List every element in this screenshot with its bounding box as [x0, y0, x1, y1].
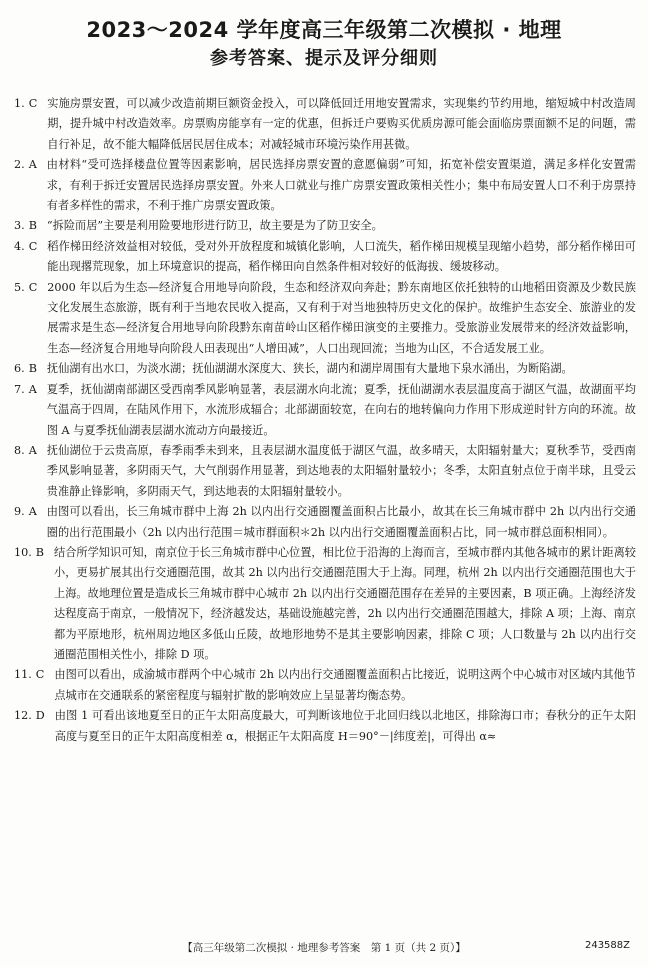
item-number: 2. [14, 158, 25, 172]
item-explanation: 由材料“受可选择楼盘位置等因素影响，居民选择房票安置的意愿偏弱”可知，拓宽补偿安置渠道，满足多样化安置需求，有利于拆迁安置居民选择房票安置。外来人口就业与推广房票安置政策相关性小；集中布局安置人口不利于房票持有者多样性的需求，不利于推广房票安置政策。 [46, 158, 636, 213]
item-explanation: 夏季，抚仙湖南部湖区受西南季风影响显著，表层湖水向北流；夏季，抚仙湖湖水表层温度高于湖区气温，故湖面平均气温高于四周，在陆风作用下，水流形成辐合；北部湖面较宽，在向右的地转偏向力作用下形成逆时针方向的环流。故图 A 与夏季抚仙湖表层湖水流动方向最接近。 [46, 382, 636, 437]
item-number: 10. [14, 545, 32, 559]
item-number: 12. [14, 709, 32, 723]
item-number: 7. [14, 382, 25, 396]
answer-item-11 [14, 665, 636, 706]
item-number: 11. [14, 668, 32, 682]
answer-item-10 [14, 543, 636, 665]
answer-list [14, 94, 636, 747]
page-subtitle: 参考答案、提示及评分细则 [210, 48, 438, 69]
item-explanation: 由图可以看出，成渝城市群两个中心城市 2h 以内出行交通圈覆盖面积占比接近，说明这两个中心城市对区域内其他节点城市在交通联系的紧密程度与辐射扩散的影响效应上呈显著均衡态势。 [54, 668, 636, 702]
page-footer [0, 940, 648, 958]
answer-item-6 [14, 359, 636, 379]
item-explanation: 2000 年以后为生态—经济复合用地导向阶段，生态和经济双向奔赴；黔东南地区依托独特的山地稻田资源及少数民族文化发展生态旅游，既有利于当地农民收入提高，又有利于对当地独特历史文化的保护。故维护生态安全、旅游业的发展需求是生态—经济复合用地导向阶段黔东南苗岭山区稻作梯田演变的主要推力。受旅游业发展带来的经济效益影响，生态—经济复合用地导向阶段人田表现出“人增田减”，人口出现回流；当地为山区，不合适发展工业。 [47, 280, 636, 355]
answer-item-5 [14, 278, 636, 360]
page-title: 2023～2024 学年度高三年级第二次模拟 · 地理 [86, 18, 562, 42]
item-number: 4. [14, 239, 25, 253]
item-answer: C [35, 668, 45, 682]
item-explanation: 结合所学知识可知，南京位于长三角城市群中心位置，相比位于沿海的上海而言，至城市群内其他各城市的累计距离较小，更易扩展其出行交通圈范围，故其 2h 以内出行交通圈范围大于上海。同理，杭州 2h 以内出行交通圈范围也大于上海。故地理位置是造成长三角城市群中心城市 2h 以内出行交通圈范围存在差异的主要因素，B 项正确。上海经济发达程度高于南京，一般情况下，经济越发达，基础设施越完善，2h 以内出行交通圈范围越大，排除 A 项；上海、南京都为平原地形，杭州周边地区多低山丘陵，故地形地势不是其主要影响因素，排除 C 项；人口数量与 2h 以内出行交通圈范围相关性小，排除 D 项。 [54, 545, 636, 661]
item-explanation: “拆险而居”主要是利用险要地形进行防卫，故主要是为了防卫安全。 [46, 219, 383, 233]
item-answer: A [28, 443, 37, 457]
item-number: 9. [14, 505, 25, 519]
item-number: 1. [14, 97, 25, 110]
answer-item-4 [14, 237, 636, 278]
answer-item-8 [14, 441, 636, 502]
item-explanation: 抚仙湖有出水口，为淡水湖；抚仙湖湖水深度大、狭长，湖内和湖岸周围有大量地下泉水涌出，为断陷湖。 [46, 362, 573, 376]
item-answer: C [28, 97, 38, 110]
item-explanation: 由图可以看出，长三角城市群中上海 2h 以内出行交通圈覆盖面积占比最小，故其在长三角城市群中 2h 以内出行交通圈的出行范围最小（2h 以内出行范围＝城市群面积＊2h 以内出行交通圈覆盖面积占比，同一城市群总面积相同）。 [46, 505, 636, 539]
item-answer: A [28, 382, 37, 396]
item-answer: B [35, 545, 45, 559]
item-explanation: 实施房票安置，可以减少改造前期巨额资金投入，可以降低回迁用地安置需求，实现集约节约用地，缩短城中村改造周期，提升城中村改造效率。房票购房能享有一定的优惠，但拆迁户要购买优质房源可能会面临房票面额不足的问题，需自行补足，故不能大幅降低居民居住成本；对减轻城市环境污染作用甚微。 [47, 97, 636, 151]
footer-page-info: 【高三年级第二次模拟 · 地理参考答案 第 1 页（共 2 页）】 [182, 942, 466, 954]
answer-item-2 [14, 155, 636, 216]
item-number: 5. [14, 280, 25, 294]
item-explanation: 由图 1 可看出该地夏至日的正午太阳高度最大，可判断该地位于北回归线以北地区，排除海口市；春秋分的正午太阳高度与夏至日的正午太阳高度相差 α，根据正午太阳高度 H＝90°－|纬度差|，可得出 α≈ [54, 709, 636, 743]
item-explanation: 稻作梯田经济效益相对较低，受对外开放程度和城镇化影响，人口流失，稻作梯田规模呈现缩小趋势，部分稻作梯田可能出现撂荒现象，加上环境意识的提高，稻作梯田向自然条件相对较好的低海拔、缓坡移动。 [47, 239, 636, 274]
item-answer: B [28, 362, 37, 376]
item-answer: B [28, 219, 37, 233]
answer-item-12 [14, 706, 636, 747]
footer-doc-code: 243588Z [584, 940, 630, 951]
item-number: 3. [14, 219, 25, 233]
item-answer: A [28, 158, 37, 172]
item-answer: C [28, 280, 38, 294]
item-explanation: 抚仙湖位于云贵高原，春季雨季未到来，且表层湖水温度低于湖区气温，故多晴天，太阳辐射量大；夏秋季节，受西南季风影响显著，多阴雨天气，大气削弱作用显著，到达地表的太阳辐射量较小；冬季，太阳直射点位于南半球，且受云贵准静止锋影响，多阴雨天气，到达地表的太阳辐射量较小。 [46, 443, 636, 498]
item-answer: C [28, 239, 38, 253]
answer-item-9 [14, 502, 636, 543]
item-number: 6. [14, 362, 25, 376]
answer-item-3 [14, 216, 636, 236]
item-answer: D [35, 709, 45, 723]
item-number: 8. [14, 443, 25, 457]
answer-item-7 [14, 380, 636, 441]
item-answer: A [28, 505, 37, 519]
answer-item-1 [14, 94, 636, 155]
